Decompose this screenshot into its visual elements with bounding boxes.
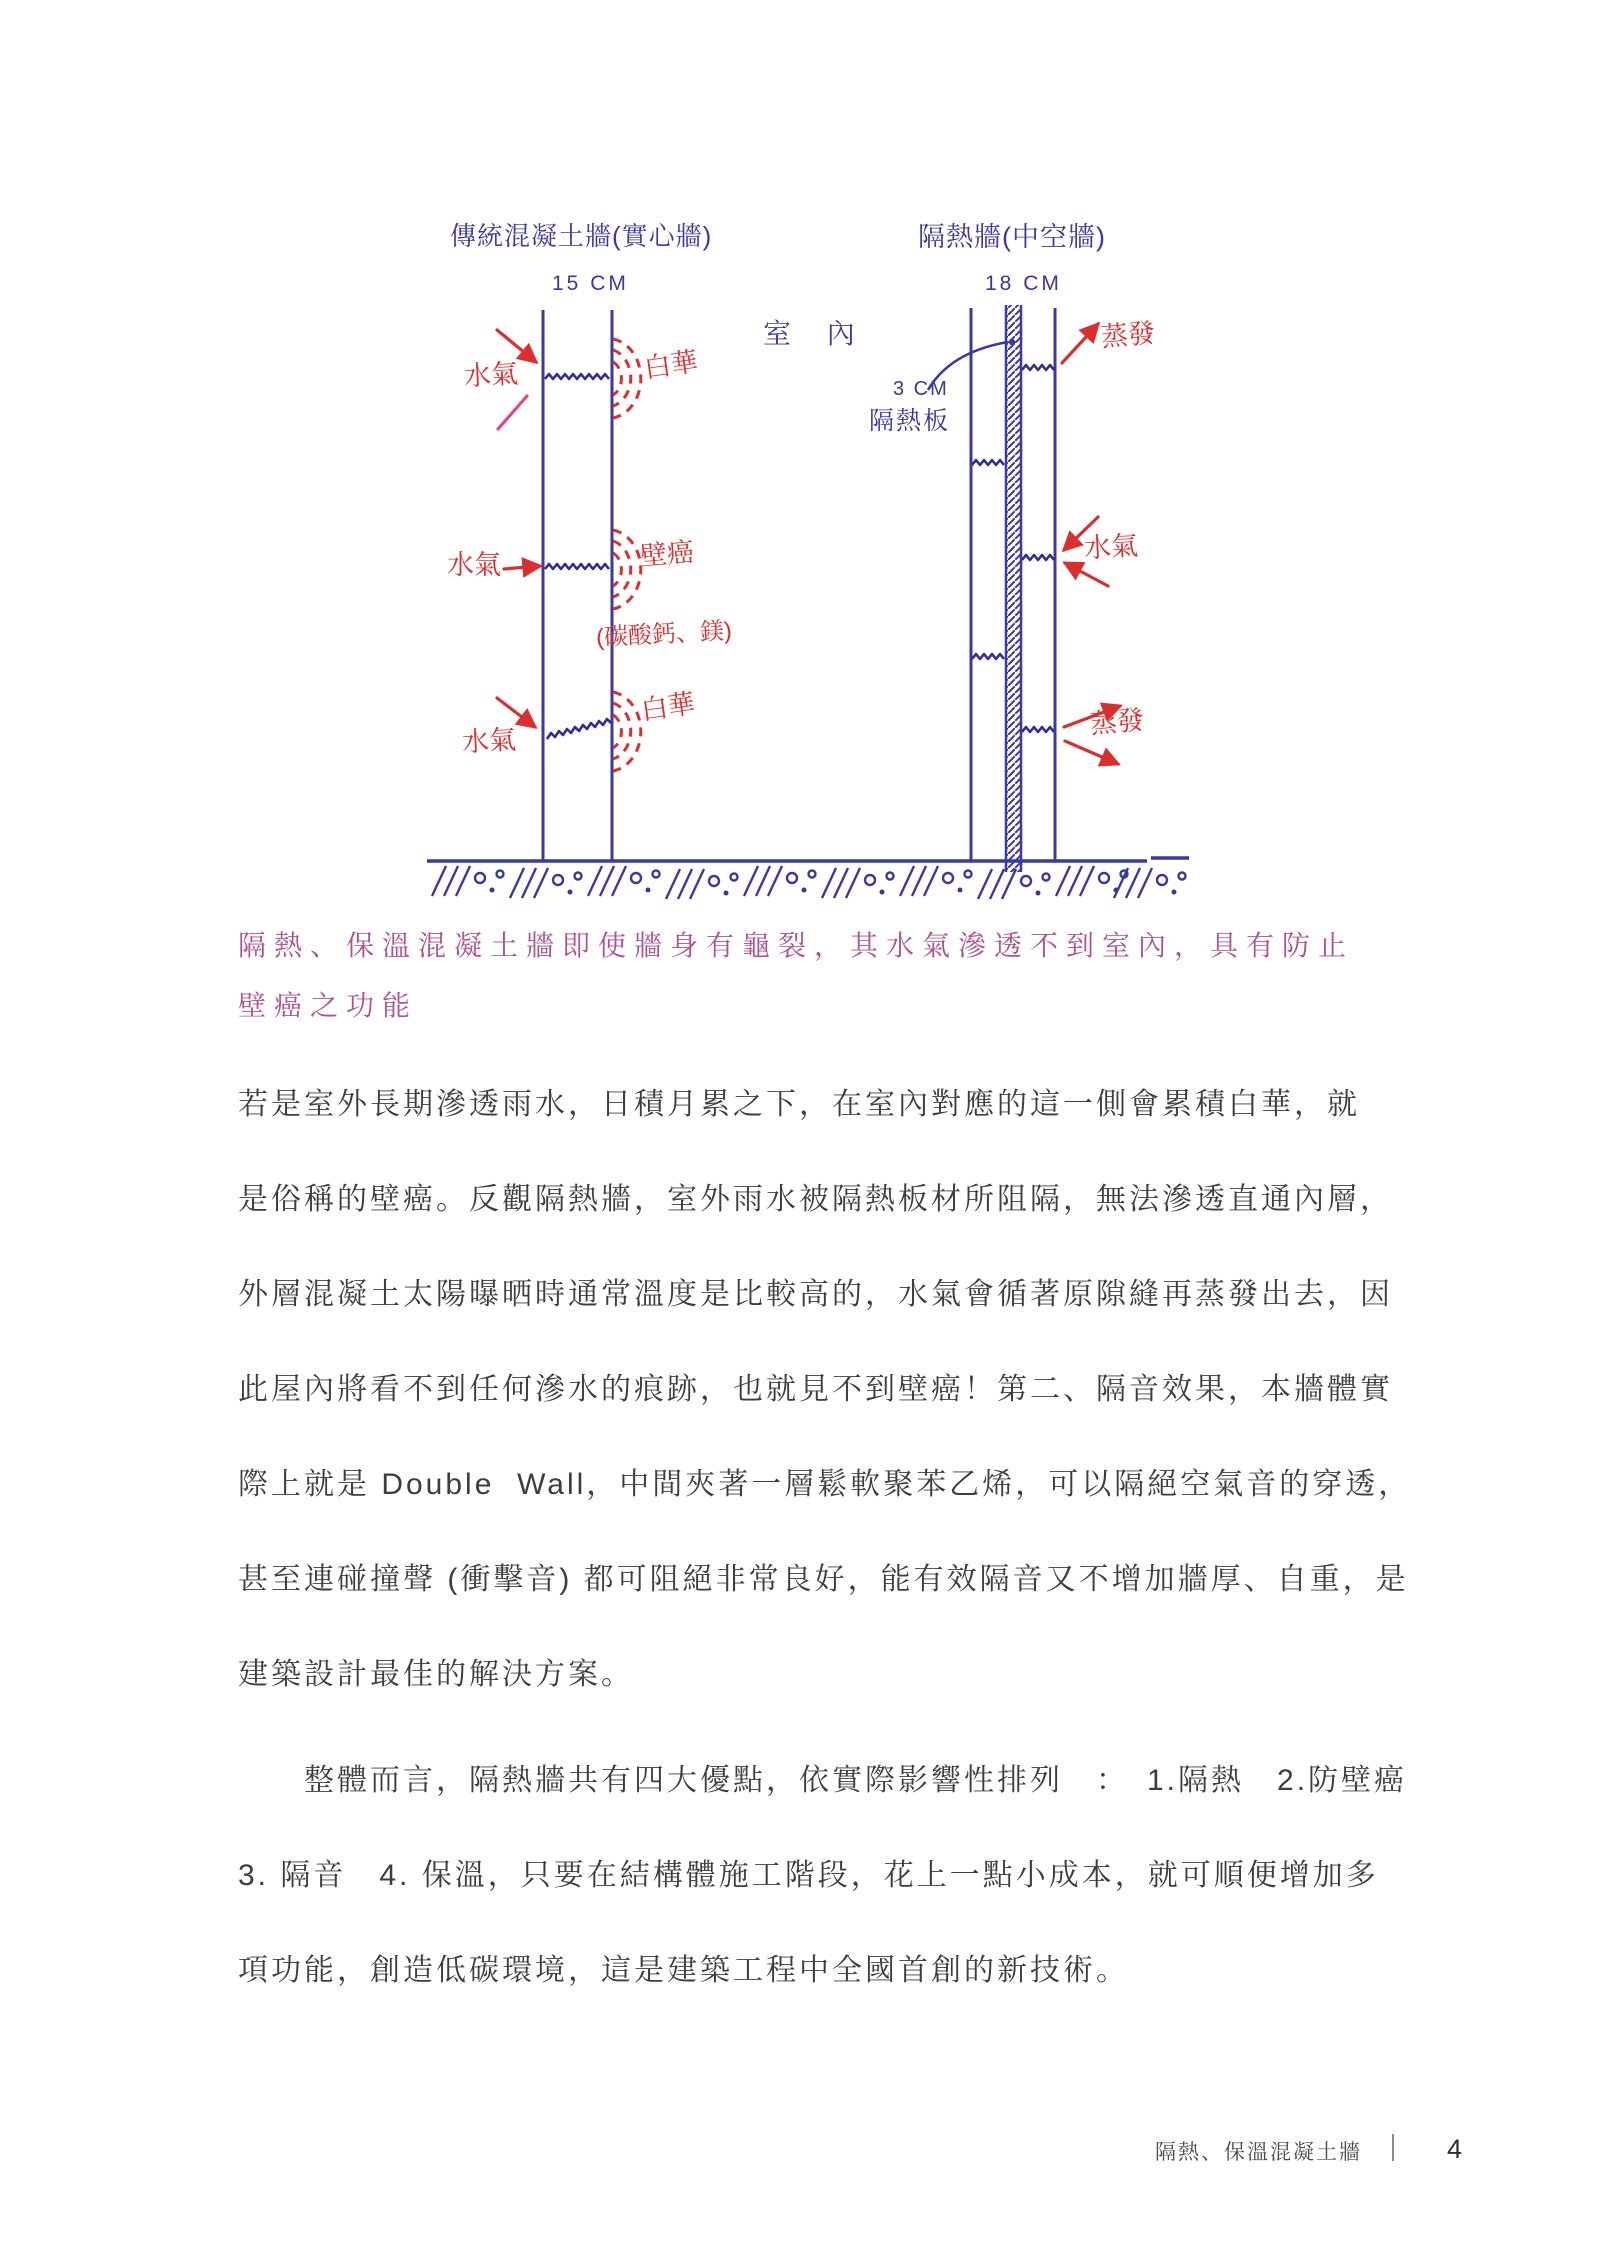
body-text-line: 是俗稱的壁癌。反觀隔熱牆，室外雨水被隔熱板材所阻隔，無法滲透直通內層， bbox=[238, 1183, 1393, 1216]
body-text-line: 此屋內將看不到任何滲水的痕跡，也就見不到壁癌！第二、隔音效果，本牆體實 bbox=[238, 1373, 1393, 1406]
label-evaporation-bottom-right: 蒸發 bbox=[1088, 704, 1146, 740]
insulation-board bbox=[1006, 305, 1021, 872]
ground-line bbox=[427, 858, 1189, 861]
label-moisture-bottom-left: 水氣 bbox=[461, 724, 517, 758]
board-label: 隔熱板 bbox=[869, 407, 951, 435]
body-paragraph-2 bbox=[238, 1733, 1408, 2018]
right-wall-title: 隔熱牆(中空牆) bbox=[918, 222, 1106, 252]
body-text-line: 建築設計最佳的解決方案。 bbox=[238, 1658, 634, 1691]
label-moisture-top-left: 水氣 bbox=[463, 358, 519, 392]
left-wall-lines bbox=[543, 310, 612, 861]
right-wall-dimension: 18 CM bbox=[985, 272, 1062, 295]
left-wall-dimension: 15 CM bbox=[552, 272, 629, 295]
ground-hatching bbox=[432, 866, 1186, 899]
body-text-line: 整體而言，隔熱牆共有四大優點，依實際影響性排列 ： 1.隔熱 2.防壁癌 bbox=[238, 1764, 1408, 1797]
label-efflorescence-bottom: 白華 bbox=[639, 688, 697, 726]
wall-comparison-diagram bbox=[0, 0, 1600, 930]
body-paragraph-1 bbox=[238, 1057, 1412, 1722]
efflorescence-arcs bbox=[613, 339, 641, 771]
body-text-line: 甚至連碰撞聲 (衝擊音) 都可阻絕非常良好，能有效隔音又不增加牆厚、自重，是 bbox=[238, 1563, 1409, 1596]
figure-caption bbox=[238, 916, 1383, 1036]
body-text-line: 若是室外長期滲透雨水，日積月累之下，在室內對應的這一側會累積白華，就 bbox=[238, 1088, 1360, 1121]
footer-doc-title: 隔熱、保溫混凝土牆 bbox=[1155, 2141, 1362, 2164]
body-text-line: 3. 隔音 4. 保溫，只要在結構體施工階段，花上一點小成本，就可順便增加多 bbox=[238, 1859, 1379, 1892]
body-text-line: 外層混凝土太陽曝晒時通常溫度是比較高的，水氣會循著原隙縫再蒸發出去，因 bbox=[238, 1278, 1393, 1311]
label-moisture-right: 水氣 bbox=[1083, 530, 1139, 564]
label-moisture-mid-left: 水氣 bbox=[447, 550, 501, 580]
page-footer bbox=[1155, 2128, 1515, 2174]
left-wall-title: 傳統混凝土牆(實心牆) bbox=[450, 221, 713, 251]
label-evaporation-top-right: 蒸發 bbox=[1099, 317, 1157, 353]
body-text-line: 際上就是 Double Wall，中間夾著一層鬆軟聚苯乙烯，可以隔絕空氣音的穿透， bbox=[238, 1468, 1412, 1501]
indoor-label: 室 內 bbox=[763, 318, 869, 349]
body-text-line: 項功能，創造低碳環境，這是建築工程中全國首創的新技術。 bbox=[238, 1954, 1129, 1987]
figure-caption-line: 隔熱、保溫混凝土牆即使牆身有龜裂，其水氣滲透不到室內，具有防止 bbox=[238, 930, 1355, 961]
figure-caption-line: 壁癌之功能 bbox=[238, 990, 419, 1021]
label-wall-cancer: 壁癌 bbox=[638, 536, 696, 572]
label-efflorescence-top: 白華 bbox=[642, 346, 700, 384]
footer-page-number: 4 bbox=[1447, 2134, 1463, 2164]
crack-zigzags bbox=[545, 365, 1054, 739]
footer-divider bbox=[1392, 2134, 1394, 2161]
annotation-arrows bbox=[497, 324, 1120, 764]
board-dimension: 3 CM bbox=[893, 378, 949, 400]
label-carbonate-note: (碳酸鈣、鎂) bbox=[595, 617, 733, 652]
